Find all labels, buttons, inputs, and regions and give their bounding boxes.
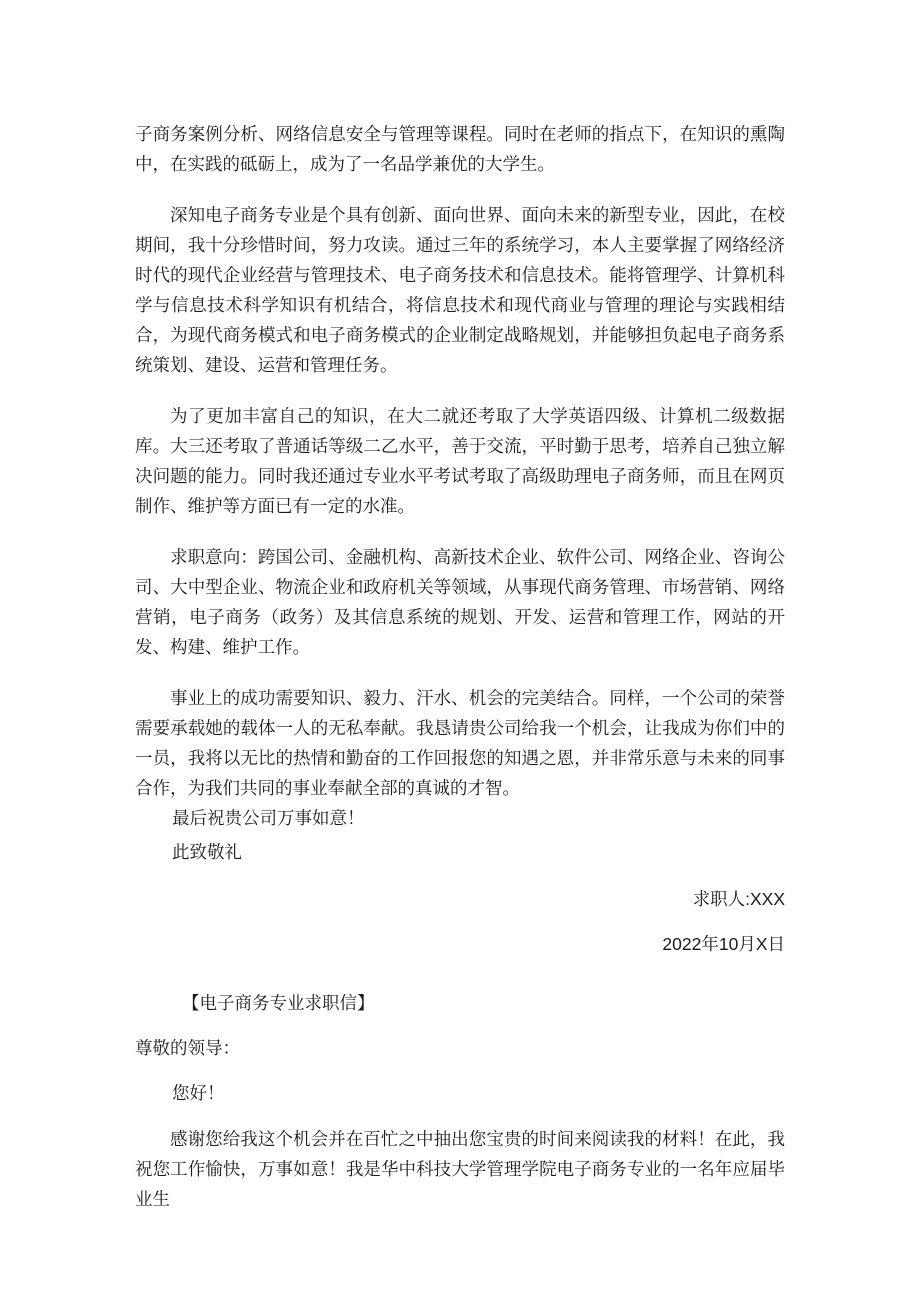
- letter-two-greeting: 您好！: [172, 1084, 225, 1104]
- body-paragraph-job-intention: 求职意向：跨国公司、金融机构、高新技术企业、软件公司、网络企业、咨询公司、大中型企业、物流企业和政府机关等领域，从事现代商务管理、市场营销、网络营销，电子商务（政务）及其信息系统的规划、开发、运营和管理工作，网站的开发、构建、维护工作。: [135, 548, 785, 658]
- body-paragraph-major: 深知电子商务专业是个具有创新、面向世界、面向未来的新型专业，因此，在校期间，我十分珍惜时间，努力攻读。通过三年的系统学习，本人主要掌握了网络经济时代的现代企业经营与管理技术、电子商务技术和信息技术。能将管理学、计算机科学与信息技术科学知识有机结合，将信息技术和现代商业与管理的理论与实践相结合，为现代商务模式和电子商务模式的企业制定战略规划，并能够担负起电子商务系统策划、建设、运营和管理任务。: [135, 206, 785, 376]
- body-paragraph-commitment: 事业上的成功需要知识、毅力、汗水、机会的完美结合。同样，一个公司的荣誉需要承载她的载体一人的无私奉献。我恳请贵公司给我一个机会，让我成为你们中的一员，我将以无比的热情和勤奋的工作回报您的知遇之恩，并非常乐意与未来的同事合作，为我们共同的事业奉献全部的真诚的才智。: [135, 689, 785, 799]
- closing-salute: 此致敬礼: [172, 843, 242, 863]
- letter-two-salutation: 尊敬的领导：: [135, 1039, 240, 1059]
- letter-two: [135, 989, 785, 1215]
- continuation-paragraph: 子商务案例分析、网络信息安全与管理等课程。同时在老师的指点下，在知识的熏陶中，在实践的砥砺上，成为了一名品学兼优的大学生。: [135, 125, 785, 175]
- letter-two-title: 【电子商务专业求职信】: [182, 994, 375, 1014]
- letter-two-opening-paragraph: 感谢您给我这个机会并在百忙之中抽出您宝贵的时间来阅读我的材料！在此，我祝您工作愉快，万事如意！我是华中科技大学管理学院电子商务专业的一名年应届毕业生: [135, 1130, 785, 1210]
- letter-date: 2022年10月X日: [662, 934, 785, 954]
- letter-one: [135, 120, 785, 959]
- signature: 求职人:XXX: [692, 889, 785, 909]
- body-paragraph-certificates: 为了更加丰富自己的知识，在大二就还考取了大学英语四级、计算机二级数据库。大三还考取了普通话等级二乙水平，善于交流，平时勤于思考，培养自己独立解决问题的能力。同时我还通过专业水平考试考取了高级助理电子商务师，而且在网页制作、维护等方面已有一定的水准。: [135, 407, 785, 517]
- closing-wish: 最后祝贵公司万事如意！: [172, 809, 365, 829]
